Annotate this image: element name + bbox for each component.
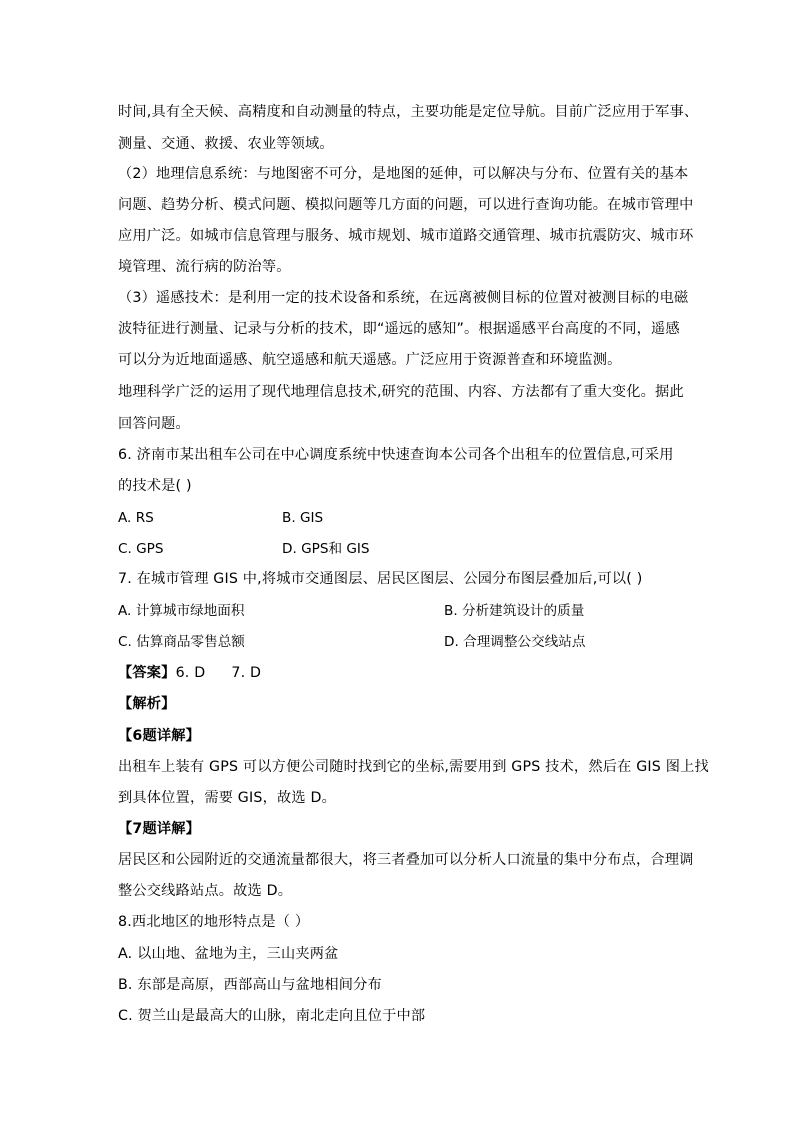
q7-detail-label: 【7题详解】 (118, 821, 201, 837)
q6-detail-text: 出租车上装有 GPS 可以方便公司随时找到它的坐标,需要用到 GPS 技术，然后在 GIS 图上找 (118, 759, 709, 775)
q6-option-a: A. RS (118, 510, 154, 526)
answer-label: 【答案】 (118, 665, 176, 681)
gis-text-line: 应用广泛。如城市信息管理与服务、城市规划、城市道路交通管理、城市抗震防灾、城市环 (118, 228, 694, 244)
q6-option-b: B. GIS (282, 510, 324, 526)
q8-option-b: B. 东部是高原，西部高山与盆地相间分布 (118, 977, 382, 993)
q8-stem: 8.西北地区的地形特点是（ ） (118, 914, 310, 930)
q7-option-d: D. 合理调整公交线站点 (444, 634, 586, 650)
q7-stem: 7. 在城市管理 GIS 中,将城市交通图层、居民区图层、公园分布图层叠加后,可以( ) (118, 571, 643, 587)
gis-text-line: 境管理、流行病的防治等。 (118, 259, 291, 275)
intro-text-line: 回答问题。 (118, 416, 190, 432)
q6-detail-text: 到具体位置，需要 GIS，故选 D。 (118, 790, 336, 806)
rs-text-line: （3）遥感技术：是利用一定的技术设备和系统，在远离被侧目标的位置对被测目标的电磁 (118, 290, 689, 306)
q7-detail-text: 整公交线路站点。故选 D。 (118, 883, 293, 899)
q6-option-d: D. GPS和 GIS (282, 541, 370, 557)
q6-option-c: C. GPS (118, 541, 164, 557)
gis-text-line: （2）地理信息系统：与地图密不可分，是地图的延伸，可以解决与分布、位置有关的基本 (118, 166, 689, 182)
answer-q7: 7. D (231, 665, 262, 681)
q6-stem: 6. 济南市某出租车公司在中心调度系统中快速查询本公司各个出租车的位置信息,可采用 (118, 447, 674, 463)
gps-text-line: 测量、交通、救援、农业等领域。 (118, 136, 334, 152)
rs-text-line: 波特征进行测量、记录与分析的技术，即“遥远的感知”。根据遥感平台高度的不同，遥感 (118, 321, 680, 337)
q7-detail-text: 居民区和公园附近的交通流量都很大，将三者叠加可以分析人口流量的集中分布点，合理调 (118, 852, 694, 868)
rs-text-line: 可以分为近地面遥感、航空遥感和航天遥感。广泛应用于资源普查和环境监测。 (118, 352, 622, 368)
q6-detail-label: 【6题详解】 (118, 728, 201, 744)
q7-option-a: A. 计算城市绿地面积 (118, 603, 245, 619)
intro-text-line: 地理科学广泛的运用了现代地理信息技术,研究的范围、内容、方法都有了重大变化。据此 (118, 384, 684, 400)
q7-option-c: C. 估算商品零售总额 (118, 634, 245, 650)
q8-option-c: C. 贺兰山是最高大的山脉，南北走向且位于中部 (118, 1008, 426, 1024)
q7-option-b: B. 分析建筑设计的质量 (444, 603, 585, 619)
answer-line (118, 663, 261, 683)
gis-text-line: 问题、趋势分析、模式问题、模拟问题等几方面的问题，可以进行查询功能。在城市管理中 (118, 197, 694, 213)
analysis-label: 【解析】 (118, 696, 176, 712)
q6-stem: 的技术是( ) (118, 478, 192, 494)
gps-text-line: 时间,具有全天候、高精度和自动测量的特点，主要功能是定位导航。目前广泛应用于军事、 (118, 104, 699, 120)
answer-q6: 6. D (175, 665, 206, 681)
q8-option-a: A. 以山地、盆地为主，三山夹两盆 (118, 946, 339, 962)
